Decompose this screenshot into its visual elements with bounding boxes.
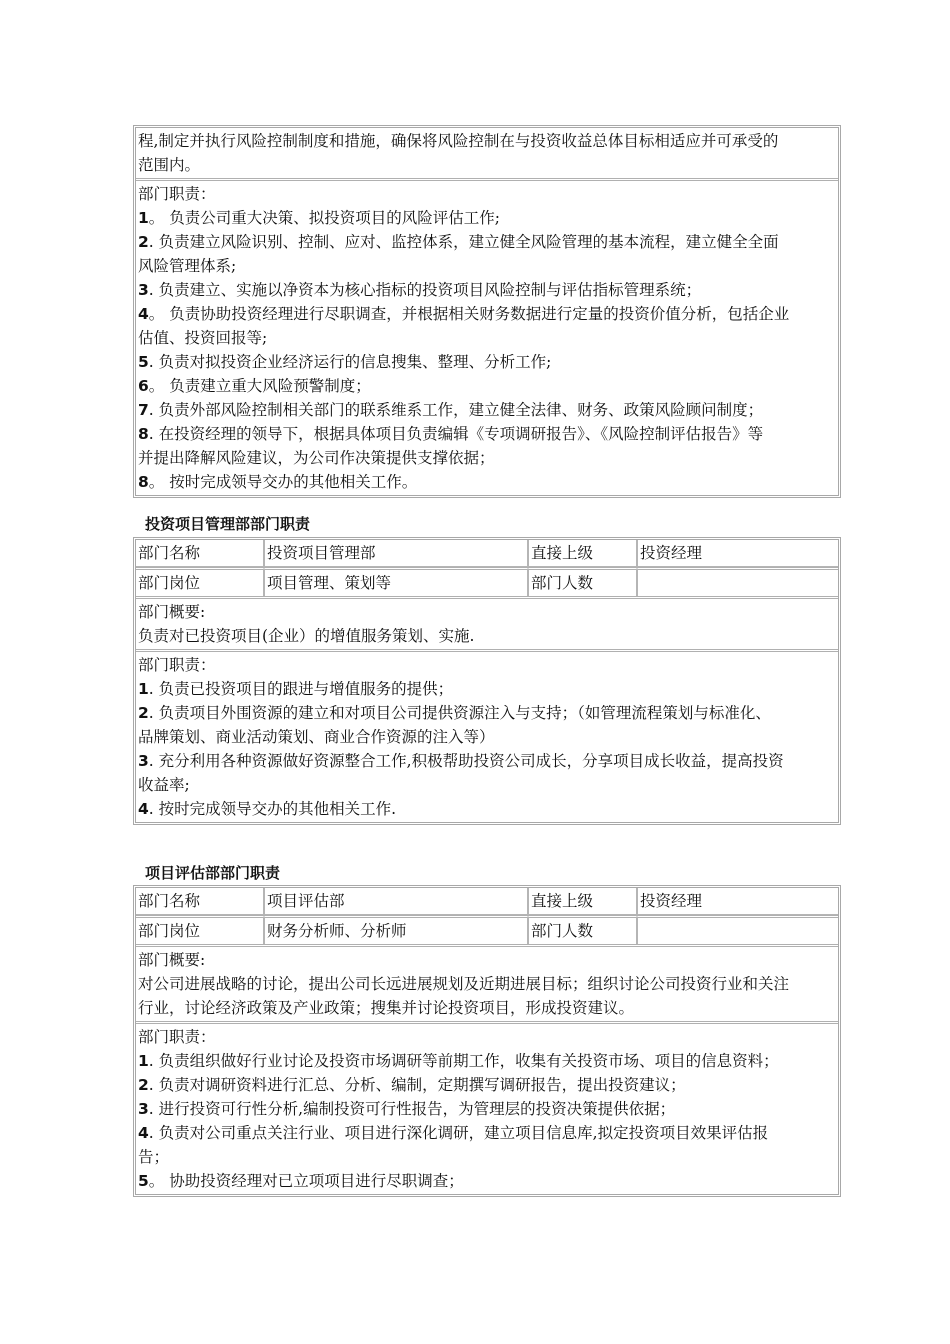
duty-text: . 负责项目外围资源的建立和对项目公司提供资源注入与支持；（如管理流程策划与标准化、 [148,704,771,722]
duty-number: 5 [138,353,149,371]
duty-item-continuation [138,446,836,470]
superior-label: 直接上级 [528,540,637,567]
superior-value: 投资经理 [637,540,838,567]
dept-name-value: 投资项目管理部 [264,540,528,567]
risk-duties [136,178,838,495]
dept-info-table [136,540,838,596]
duty-number: 1 [138,209,149,227]
overview-label: 部门概要: [138,951,206,969]
superior-label: 直接上级 [528,888,637,915]
section-heading: 项目评估部部门职责 [145,864,281,882]
duty-list [138,1049,836,1193]
risk-summary [136,128,838,178]
duty-item [138,206,836,230]
dept-name-value: 项目评估部 [264,888,528,915]
duty-item-continuation [138,1145,836,1169]
duty-text: . 在投资经理的领导下，根据具体项目负责编辑《专项调研报告》、《风险控制评估报告》等 [148,425,764,443]
duty-item [138,470,836,494]
duty-number: 5 [138,1172,149,1190]
duty-number: 1 [138,1052,149,1070]
duty-text: . 负责外部风险控制相关部门的联系维系工作，建立健全法律、财务、政策风险顾问制度； [148,401,764,419]
duty-text: 收益率; [138,776,190,794]
duties-label: 部门职责： [138,185,216,203]
duty-text: 。 协助投资经理对已立项项目进行尽职调查； [148,1172,464,1190]
dept-overview [136,944,838,1021]
dept-post-value: 财务分析师、分析师 [264,915,528,944]
duty-text: . 负责建立、实施以净资本为核心指标的投资项目风险控制与评估指标管理系统； [148,281,702,299]
dept-duties [136,649,838,822]
duty-number: 7 [138,401,149,419]
dept-post-label: 部门岗位 [136,915,264,944]
duty-item [138,1097,836,1121]
duty-text: 告； [138,1148,170,1166]
headcount-value [637,567,838,596]
table-row [136,888,838,915]
duty-item [138,302,836,326]
overview-label: 部门概要: [138,603,206,621]
duty-item [138,1073,836,1097]
duty-text: 品牌策划、商业活动策划、商业合作资源的注入等） [138,728,495,746]
duty-number: 8 [138,473,149,491]
duty-item [138,1121,836,1145]
duty-number: 3 [138,752,149,770]
dept-info-table [136,888,838,944]
duty-item [138,677,836,701]
duty-text: . 充分利用各种资源做好资源整合工作,积极帮助投资公司成长，分享项目成长收益，提高投资 [148,752,784,770]
duty-text: . 按时完成领导交办的其他相关工作. [148,800,397,818]
duty-text: 。 按时完成领导交办的其他相关工作。 [148,473,418,491]
duty-number: 2 [138,704,149,722]
overview-line: 负责对已投资项目(企业）的增值服务策划、实施. [138,627,475,645]
duty-text: . 负责对拟投资企业经济运行的信息搜集、整理、分析工作; [148,353,552,371]
superior-value: 投资经理 [637,888,838,915]
duty-item [138,230,836,254]
duty-text: 风险管理体系; [138,257,237,275]
duty-number: 4 [138,305,149,323]
summary-line: 程,制定并执行风险控制制度和措施，确保将风险控制在与投资收益总体目标相适应并可承受的 [138,132,779,150]
duty-number: 1 [138,680,149,698]
duties-label: 部门职责： [138,1028,216,1046]
duty-item [138,1049,836,1073]
project-mgmt-box [133,537,841,825]
dept-post-value: 项目管理、策划等 [264,567,528,596]
overview-line: 对公司进展战略的讨论，提出公司长远进展规划及近期进展目标；组织讨论公司投资行业和关注 [138,975,790,993]
duty-text: . 进行投资可行性分析,编制投资可行性报告，为管理层的投资决策提供依据； [148,1100,676,1118]
dept-name-label: 部门名称 [136,888,264,915]
headcount-value [637,915,838,944]
table-row [136,567,838,596]
table-row [136,915,838,944]
duty-text: 。 负责建立重大风险预警制度； [148,377,371,395]
dept-duties [136,1021,838,1194]
duty-text: . 负责对调研资料进行汇总、分析、编制，定期撰写调研报告，提出投资建议； [148,1076,686,1094]
dept-name-label: 部门名称 [136,540,264,567]
duty-number: 4 [138,1124,149,1142]
duty-number: 6 [138,377,149,395]
duty-item [138,1169,836,1193]
duty-text: 并提出降解风险建议，为公司作决策提供支撑依据； [138,449,495,467]
duty-item [138,398,836,422]
duty-number: 3 [138,281,149,299]
duty-item-continuation [138,773,836,797]
duty-text: 。 负责公司重大决策、拟投资项目的风险评估工作; [148,209,500,227]
duty-number: 8 [138,425,149,443]
duty-item [138,422,836,446]
summary-line: 范围内。 [138,156,201,174]
duty-item [138,797,836,821]
duty-text: 估值、投资回报等; [138,329,268,347]
duty-text: . 负责对公司重点关注行业、项目进行深化调研，建立项目信息库,拟定投资项目效果评估报 [148,1124,769,1142]
duty-item [138,749,836,773]
headcount-label: 部门人数 [528,915,637,944]
duty-item-continuation [138,725,836,749]
duty-text: . 负责组织做好行业讨论及投资市场调研等前期工作，收集有关投资市场、项目的信息资料； [148,1052,779,1070]
duty-item-continuation [138,326,836,350]
duty-list [138,206,836,494]
duty-number: 4 [138,800,149,818]
duty-number: 3 [138,1100,149,1118]
dept-post-label: 部门岗位 [136,567,264,596]
overview-line: 行业，讨论经济政策及产业政策；搜集并讨论投资项目，形成投资建议。 [138,999,635,1017]
duty-item-continuation [138,254,836,278]
duty-item [138,701,836,725]
duty-text: . 负责已投资项目的跟进与增值服务的提供； [148,680,454,698]
duty-number: 2 [138,233,149,251]
table-row [136,540,838,567]
risk-dept-box [133,125,841,498]
duty-item [138,374,836,398]
eval-dept-box [133,885,841,1197]
duty-text: . 负责建立风险识别、控制、应对、监控体系，建立健全风险管理的基本流程，建立健全全面 [148,233,779,251]
duties-label: 部门职责： [138,656,216,674]
duty-text: 。 负责协助投资经理进行尽职调查，并根据相关财务数据进行定量的投资价值分析，包括企业 [148,305,790,323]
duty-item [138,278,836,302]
duty-number: 2 [138,1076,149,1094]
section-heading: 投资项目管理部部门职责 [145,515,311,533]
headcount-label: 部门人数 [528,567,637,596]
duty-list [138,677,836,821]
dept-overview [136,596,838,649]
duty-item [138,350,836,374]
